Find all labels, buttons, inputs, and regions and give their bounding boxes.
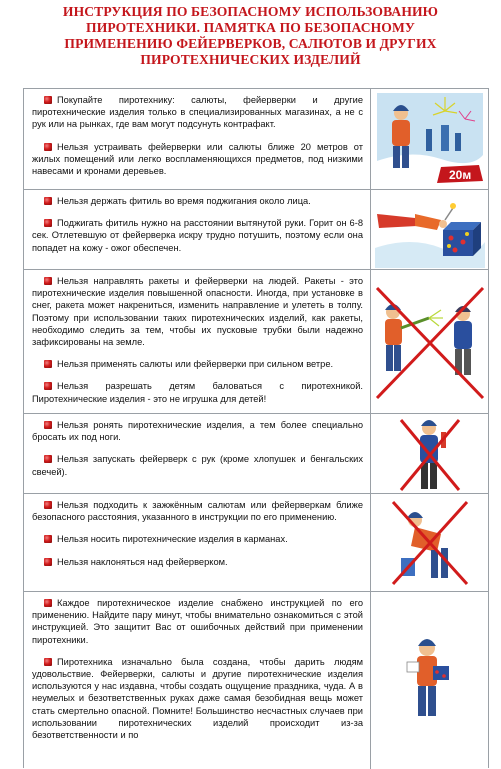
leaning-over-firework-illustration [371, 494, 488, 591]
instruction-item [32, 358, 363, 370]
instruction-item [32, 94, 363, 131]
instruction-row [24, 89, 488, 190]
instruction-row [24, 414, 488, 494]
instruction-text: Нельзя подходить к зажжённым салютам или фейерверкам ближе безопасного расстояния, указанного в инструкции по его применению. [32, 500, 363, 523]
instruction-item [32, 597, 363, 646]
row-text [24, 270, 371, 413]
bullet-icon [44, 277, 52, 285]
instruction-text: Нельзя разрешать детям баловаться с пиротехникой. Пиротехнические изделия - это не игрушка для детей! [32, 381, 363, 404]
instruction-row [24, 190, 488, 270]
row-text [24, 414, 371, 493]
row-text [24, 89, 371, 189]
bullet-icon [44, 421, 52, 429]
distance-badge: 20м [449, 168, 472, 182]
instruction-item [32, 533, 363, 545]
bullet-icon [44, 599, 52, 607]
instruction-item [32, 217, 363, 254]
fireworks-distance-illustration [371, 89, 488, 189]
instruction-text: Нельзя носить пиротехнические изделия в карманах. [57, 534, 288, 545]
row-text [24, 592, 371, 769]
instruction-text: Каждое пиротехническое изделие снабжено инструкцией по его применению. Найдите пару минут, чтобы внимательно ознакомиться с этой инструкцией. Это защитит Вас от ошибочных действий при применении пиротехники. [32, 598, 363, 645]
instruction-item [32, 419, 363, 443]
instruction-item [32, 656, 363, 741]
bullet-icon [44, 360, 52, 368]
title-line: ИНСТРУКЦИЯ ПО БЕЗОПАСНОМУ ИСПОЛЬЗОВАНИЮ [62, 4, 439, 19]
instruction-row [24, 270, 488, 414]
instruction-item [32, 380, 363, 404]
instruction-item [32, 453, 363, 477]
document-title [0, 4, 501, 68]
rocket-at-people-illustration [371, 270, 488, 413]
instruction-text: Нельзя направлять ракеты и фейерверки на людей. Ракеты - это пиротехнические изделия повышенной опасности. Иногда, при установке в снег, ракета может накрениться, изменить направление и улететь в толпу. Поэтому при использовании таких пиротехнических изделий, как ракеты, необходимо следить за тем, чтобы их пусковые трубки были надежно зафиксированы на земле. [32, 276, 363, 348]
instruction-text: Покупайте пиротехнику: салюты, фейерверки и другие пиротехнические изделия только в специализированных магазинах, а не с рук или на рынках, где вам могут подсунуть контрафакт. [32, 95, 363, 130]
bullet-icon [44, 96, 52, 104]
instruction-item [32, 499, 363, 523]
instruction-text: Нельзя устраивать фейерверки или салюты ближе 20 метров от жилых помещений или легко воспламеняющихся предметов, под низкими навесами и кронами деревьев. [32, 141, 363, 177]
title-line: ПИРОТЕХНИЧЕСКИХ ИЗДЕЛИЙ [140, 52, 361, 67]
instruction-item [32, 556, 363, 568]
title-line: ПРИМЕНЕНИЮ ФЕЙЕРВЕРКОВ, САЛЮТОВ И ДРУГИХ [64, 36, 437, 51]
instruction-text: Нельзя держать фитиль во время поджигания около лица. [57, 196, 311, 206]
row-text [24, 494, 371, 591]
bullet-icon [44, 501, 52, 509]
instruction-row [24, 494, 488, 592]
bullet-icon [44, 219, 52, 227]
bullet-icon [44, 535, 52, 543]
title-line: ПИРОТЕХНИКИ. ПАМЯТКА ПО БЕЗОПАСНОМУ [86, 20, 415, 35]
instruction-item [32, 195, 363, 207]
instruction-text: Нельзя применять салюты или фейерверки при сильном ветре. [57, 359, 334, 370]
instruction-item [32, 141, 363, 178]
bullet-icon [44, 143, 52, 151]
instruction-item [32, 275, 363, 348]
instruction-table [23, 88, 489, 768]
dropping-fireworks-illustration [371, 414, 488, 493]
row-text [24, 190, 371, 269]
lighting-fuse-illustration [371, 190, 488, 269]
instruction-row [24, 592, 488, 769]
bullet-icon [44, 197, 52, 205]
instruction-text: Нельзя запускать фейерверк с рук (кроме хлопушек и бенгальских свечей). [32, 454, 363, 477]
instruction-text: Поджигать фитиль нужно на расстоянии вытянутой руки. Горит он 6-8 сек. Отлетевшую от фейерверка искру трудно потушить, поэтому если она попадет на кожу - ожог обеспечен. [32, 218, 363, 253]
instruction-text: Пиротехника изначально была создана, чтобы дарить людям удовольствие. Фейерверки, салюты и другие пиротехнические изделия используются у нас издавна, чтобы создать ощущение праздника, чуда. А в неумелых и безответственных руках даже самая безобидная вещь может стать смертельно опасной. Помните! Большинство несчастных случаев при использовании пиротехнических изделий происходит из-за безответственности и по [32, 656, 363, 741]
bullet-icon [44, 558, 52, 566]
reading-instructions-illustration [371, 592, 488, 769]
instruction-text: Нельзя наклоняться над фейерверком. [57, 556, 228, 567]
bullet-icon [44, 658, 52, 666]
bullet-icon [44, 382, 52, 390]
bullet-icon [44, 455, 52, 463]
instruction-text: Нельзя ронять пиротехнические изделия, а тем более специально бросать их под ноги. [32, 420, 363, 443]
